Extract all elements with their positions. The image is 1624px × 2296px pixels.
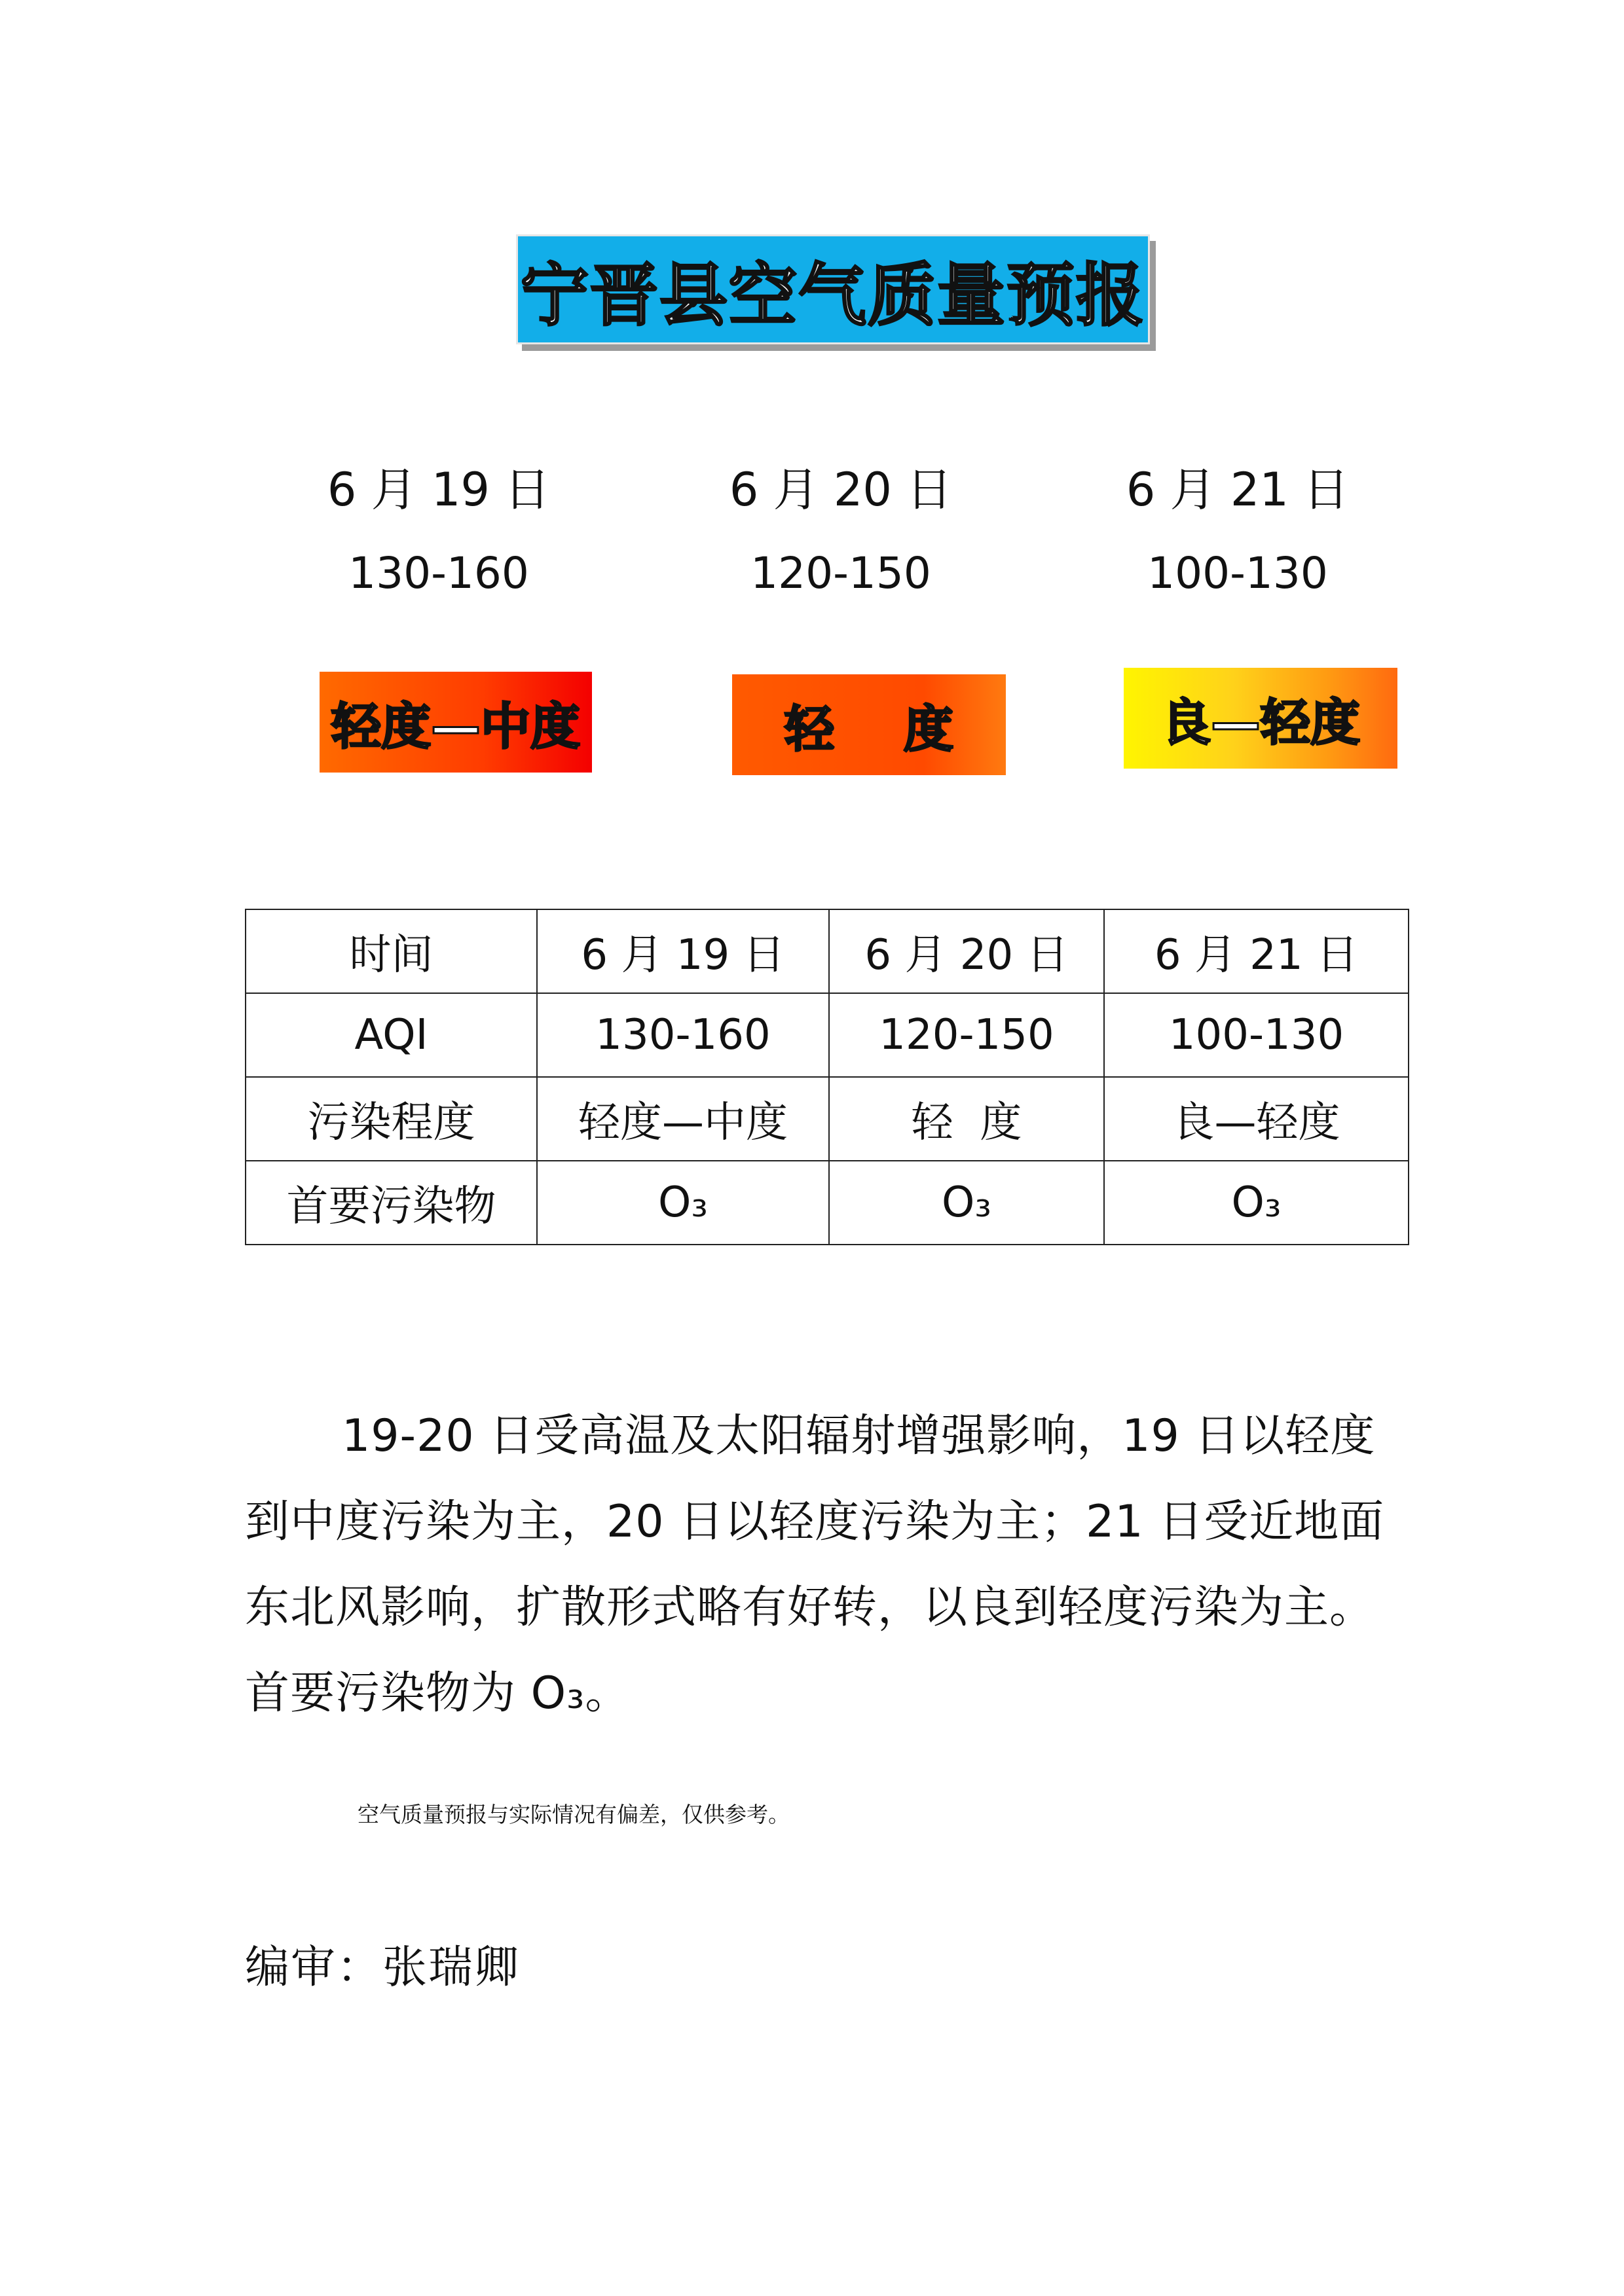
table-cell: 轻 度 xyxy=(829,1077,1104,1161)
level-badge-label: 良—轻度 xyxy=(1161,693,1360,752)
summary-aqi-range: 130-160 xyxy=(348,548,529,598)
level-badge-day-2 xyxy=(732,674,1006,775)
table-cell: O₃ xyxy=(829,1161,1104,1245)
table-cell: 6 月 21 日 xyxy=(1104,909,1409,993)
editor-credit xyxy=(245,1942,520,1994)
level-badge-label: 轻 度 xyxy=(784,699,953,758)
table-cell: AQI xyxy=(246,993,537,1077)
summary-date: 6 月 19 日 xyxy=(327,463,551,517)
level-badge-label: 轻度—中度 xyxy=(331,697,580,756)
summary-aqi-range: 100-130 xyxy=(1147,548,1328,598)
table-cell: 100-130 xyxy=(1104,993,1409,1077)
forecast-description: 19-20 日受高温及太阳辐射增强影响，19 日以轻度到中度污染为主，20 日以轻度污染为主；21 日受近地面东北风影响，扩散形式略有好转，以良到轻度污染为主。首要污染物为 O₃。 xyxy=(245,1410,1385,1719)
summary-aqi-range: 120-150 xyxy=(750,548,931,598)
summary-date: 6 月 21 日 xyxy=(1126,463,1350,517)
summary-day-2 xyxy=(657,464,1024,600)
page-title: 宁晋县空气质量预报 xyxy=(520,255,1145,335)
table-cell: 6 月 19 日 xyxy=(537,909,829,993)
table-cell: 120-150 xyxy=(829,993,1104,1077)
level-badge-day-1 xyxy=(320,672,592,773)
editor-name: 张瑞卿 xyxy=(382,1942,521,1994)
summary-day-3 xyxy=(1054,464,1421,600)
disclaimer-note: 空气质量预报与实际情况有偏差，仅供参考。 xyxy=(358,1802,790,1827)
table-cell: 污染程度 xyxy=(246,1077,537,1161)
summary-date: 6 月 20 日 xyxy=(729,463,953,517)
table-cell: 时间 xyxy=(246,909,537,993)
forecast-table xyxy=(245,909,1409,1245)
table-row xyxy=(246,909,1409,993)
table-cell: 轻度—中度 xyxy=(537,1077,829,1161)
table-cell: O₃ xyxy=(1104,1161,1409,1245)
table-cell: O₃ xyxy=(537,1161,829,1245)
table-row xyxy=(246,1077,1409,1161)
level-badge-day-3 xyxy=(1124,668,1397,769)
summary-day-1 xyxy=(255,464,622,600)
table-cell: 良—轻度 xyxy=(1104,1077,1409,1161)
table-cell: 6 月 20 日 xyxy=(829,909,1104,993)
table-cell: 首要污染物 xyxy=(246,1161,537,1245)
table-row xyxy=(246,1161,1409,1245)
editor-label: 编审： xyxy=(245,1942,383,1994)
table-cell: 130-160 xyxy=(537,993,829,1077)
table-row xyxy=(246,993,1409,1077)
title-banner xyxy=(516,234,1150,344)
